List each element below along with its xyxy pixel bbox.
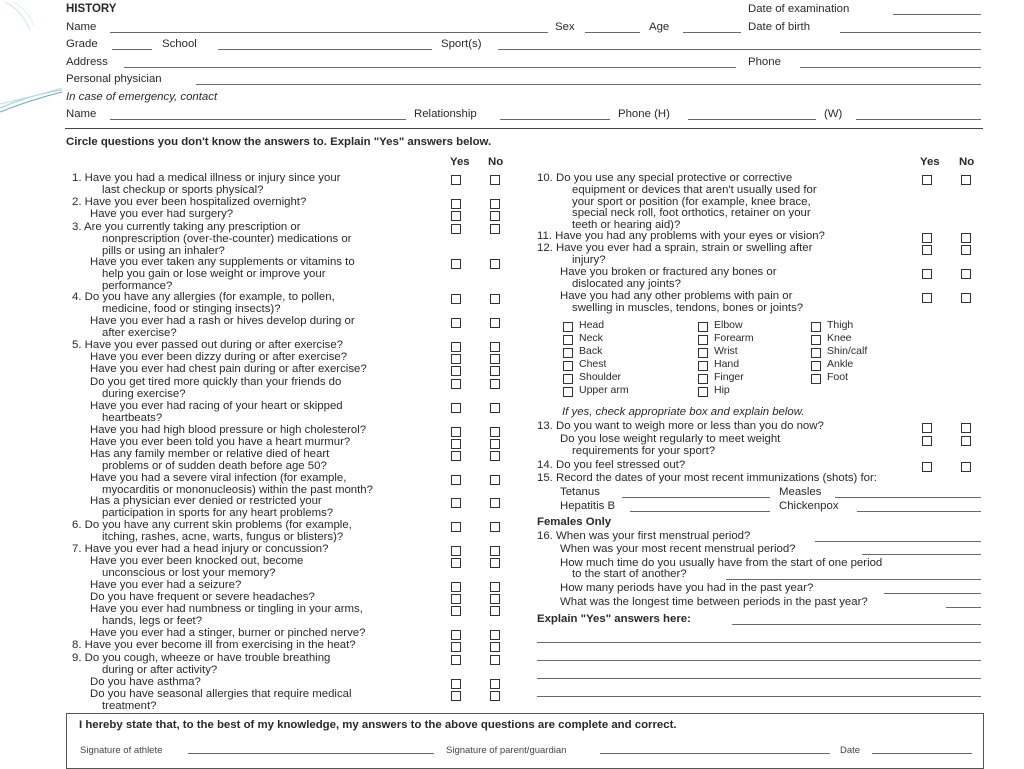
- relationship-label: Relationship: [414, 108, 477, 120]
- signature-parent-label: Signature of parent/guardian: [446, 745, 567, 756]
- sports-label: Sport(s): [441, 38, 482, 50]
- measles-label: Measles: [779, 486, 822, 498]
- no-checkbox[interactable]: [490, 342, 500, 352]
- personal-physician-field[interactable]: [196, 84, 981, 85]
- measles-field[interactable]: [835, 497, 981, 498]
- question-text: hands, legs or feet?: [102, 615, 203, 627]
- body-part-label: Upper arm: [579, 384, 629, 396]
- question-text: medicine, food or stinging insects)?: [102, 303, 281, 315]
- yes-checkbox[interactable]: [451, 211, 461, 221]
- question-text: swelling in muscles, tendons, bones or joints?: [572, 302, 804, 314]
- hepatitis-field[interactable]: [630, 511, 770, 512]
- yes-checkbox[interactable]: [451, 691, 461, 701]
- no-checkbox[interactable]: [490, 175, 500, 185]
- body-part-label: Shin/calf: [827, 345, 868, 357]
- emergency-name-field[interactable]: [110, 119, 406, 120]
- section-divider: [65, 128, 983, 129]
- body-part-label: Thigh: [827, 319, 854, 331]
- body-part-label: Hip: [714, 384, 730, 396]
- question-text: dislocated any joints?: [572, 278, 681, 290]
- no-checkbox[interactable]: [490, 582, 500, 592]
- body-part-checkbox[interactable]: [698, 374, 708, 384]
- date-signature-field[interactable]: [872, 753, 972, 754]
- yes-checkbox[interactable]: [922, 245, 932, 255]
- date-of-birth-label: Date of birth: [748, 21, 811, 33]
- yes-checkbox[interactable]: [922, 423, 932, 433]
- question-text: Have you had a severe viral infection (for example,: [90, 472, 347, 484]
- question-text: Have you ever had chest pain during or after exercise?: [90, 363, 367, 375]
- question-text: unconscious or lost your memory?: [102, 567, 276, 579]
- question-text: 12. Have you ever had a sprain, strain or swelling after: [537, 242, 813, 254]
- yes-checkbox[interactable]: [451, 522, 461, 532]
- body-part-label: Ankle: [827, 358, 854, 370]
- question-text: participation in sports for any heart problems?: [102, 507, 334, 519]
- grade-field[interactable]: [112, 49, 152, 50]
- date-of-examination-field[interactable]: [893, 14, 981, 15]
- question-text: 13. Do you want to weigh more or less than you do now?: [537, 420, 824, 432]
- no-checkbox[interactable]: [490, 498, 500, 508]
- statement-text: I hereby state that, to the best of my knowledge, my answers to the above questions are complete and correct.: [79, 719, 677, 731]
- question-text: Have you ever been dizzy during or after exercise?: [90, 351, 348, 363]
- question-text: heartbeats?: [102, 412, 163, 424]
- question-text: Have you had any other problems with pain or: [560, 290, 793, 302]
- yes-checkbox[interactable]: [451, 199, 461, 209]
- body-part-checkbox[interactable]: [563, 374, 573, 384]
- body-part-checkbox[interactable]: [698, 335, 708, 345]
- question-text: during exercise?: [102, 388, 186, 400]
- body-part-label: Foot: [827, 371, 849, 383]
- tetanus-label: Tetanus: [560, 486, 600, 498]
- question-text: 7. Have you ever had a head injury or concussion?: [72, 543, 329, 555]
- question-text: Do you have asthma?: [90, 676, 201, 688]
- answer-line[interactable]: [946, 607, 981, 608]
- explain-line-1[interactable]: [732, 624, 981, 625]
- question-text: Have you ever been told you have a heart murmur?: [90, 436, 351, 448]
- yes-checkbox[interactable]: [451, 606, 461, 616]
- question-text: How many periods have you had in the past year?: [560, 582, 814, 594]
- signature-athlete-field[interactable]: [188, 753, 434, 754]
- no-checkbox[interactable]: [490, 366, 500, 376]
- body-part-checkbox[interactable]: [698, 322, 708, 332]
- question-text: Has a physician ever denied or restricted your: [90, 495, 322, 507]
- yes-checkbox[interactable]: [451, 679, 461, 689]
- body-part-checkbox[interactable]: [698, 361, 708, 371]
- question-text: Has any family member or relative died of heart: [90, 448, 330, 460]
- no-checkbox[interactable]: [490, 439, 500, 449]
- no-checkbox[interactable]: [490, 546, 500, 556]
- question-text: during or after activity?: [102, 664, 218, 676]
- no-checkbox[interactable]: [961, 423, 971, 433]
- question-text: Have you ever had numbness or tingling in your arms,: [90, 603, 363, 615]
- question-text: Have you had high blood pressure or high cholesterol?: [90, 424, 367, 436]
- no-checkbox[interactable]: [490, 558, 500, 568]
- age-label: Age: [649, 21, 670, 33]
- yes-checkbox[interactable]: [922, 462, 932, 472]
- body-part-checkbox[interactable]: [811, 348, 821, 358]
- question-text: 11. Have you had any problems with your eyes or vision?: [537, 230, 825, 242]
- if-yes-instruction: If yes, check appropriate box and explain below.: [562, 406, 805, 418]
- question-text: 16. When was your first menstrual period?: [537, 530, 751, 542]
- phone-work-field[interactable]: [856, 119, 981, 120]
- no-checkbox[interactable]: [490, 522, 500, 532]
- question-text: 9. Do you cough, wheeze or have trouble breathing: [72, 652, 331, 664]
- question-text: Do you have frequent or severe headaches?: [90, 591, 315, 603]
- no-checkbox[interactable]: [490, 691, 500, 701]
- yes-checkbox[interactable]: [451, 354, 461, 364]
- name-label: Name: [66, 21, 97, 33]
- emergency-name-label: Name: [66, 108, 97, 120]
- question-text: your sport or position (for example, knee brace,: [572, 196, 811, 208]
- body-part-label: Hand: [714, 358, 740, 370]
- body-part-checkbox[interactable]: [698, 348, 708, 358]
- no-checkbox[interactable]: [490, 259, 500, 269]
- yes-checkbox[interactable]: [922, 175, 932, 185]
- answer-line[interactable]: [815, 541, 981, 542]
- yes-checkbox[interactable]: [451, 498, 461, 508]
- yes-checkbox[interactable]: [451, 630, 461, 640]
- yes-checkbox[interactable]: [451, 259, 461, 269]
- signature-parent-field[interactable]: [600, 753, 830, 754]
- yes-checkbox[interactable]: [451, 379, 461, 389]
- question-text: What was the longest time between periods in the past year?: [560, 596, 868, 608]
- hepatitis-label: Hepatitis B: [560, 500, 616, 512]
- question-text: last checkup or sports physical?: [102, 184, 264, 196]
- no-checkbox[interactable]: [490, 379, 500, 389]
- question-text: 14. Do you feel stressed out?: [537, 459, 686, 471]
- no-checkbox[interactable]: [490, 475, 500, 485]
- no-checkbox[interactable]: [961, 293, 971, 303]
- instructions-text: Circle questions you don't know the answers to. Explain "Yes" answers below.: [66, 136, 492, 148]
- body-part-label: Neck: [579, 332, 603, 344]
- body-part-label: Head: [579, 319, 605, 331]
- no-checkbox[interactable]: [490, 655, 500, 665]
- no-checkbox[interactable]: [490, 679, 500, 689]
- body-part-checkbox[interactable]: [811, 335, 821, 345]
- grade-label: Grade: [66, 38, 98, 50]
- phone-label: Phone: [748, 56, 781, 68]
- question-text: problems or of sudden death before age 50?: [102, 460, 327, 472]
- question-text: itching, rashes, acne, warts, fungus or blisters)?: [102, 531, 344, 543]
- question-text: Have you ever had a rash or hives develop during or: [90, 315, 355, 327]
- sex-field[interactable]: [585, 32, 640, 33]
- no-checkbox[interactable]: [961, 436, 971, 446]
- yes-checkbox[interactable]: [451, 451, 461, 461]
- sports-field[interactable]: [498, 49, 981, 50]
- body-part-label: Chest: [579, 358, 607, 370]
- question-text: 10. Do you use any special protective or corrective: [537, 172, 793, 184]
- question-text: 8. Have you ever become ill from exercising in the heat?: [72, 639, 356, 651]
- answer-line[interactable]: [862, 554, 981, 555]
- question-text: Have you ever had racing of your heart or skipped: [90, 400, 343, 412]
- question-text: myocarditis or mononucleosis) within the past month?: [102, 484, 373, 496]
- explain-line-3[interactable]: [537, 660, 981, 661]
- no-checkbox[interactable]: [490, 354, 500, 364]
- question-text: performance?: [102, 280, 173, 292]
- question-text: special neck roll, foot orthotics, retainer on your: [572, 207, 811, 219]
- explain-line-2[interactable]: [537, 642, 981, 643]
- question-text: How much time do you usually have from the start of one period: [560, 557, 883, 569]
- date-signature-label: Date: [840, 745, 861, 756]
- yes-checkbox[interactable]: [451, 655, 461, 665]
- no-checkbox[interactable]: [490, 294, 500, 304]
- question-text: Do you have seasonal allergies that require medical: [90, 688, 352, 700]
- question-text: Have you broken or fractured any bones or: [560, 266, 777, 278]
- yes-checkbox[interactable]: [922, 293, 932, 303]
- chickenpox-label: Chickenpox: [779, 500, 839, 512]
- phone-field[interactable]: [800, 67, 981, 68]
- chickenpox-field[interactable]: [857, 511, 981, 512]
- yes-header-left: Yes: [450, 156, 470, 168]
- question-text: 4. Do you have any allergies (for example, to pollen,: [72, 291, 335, 303]
- explain-yes-heading: Explain "Yes" answers here:: [537, 613, 691, 625]
- no-checkbox[interactable]: [490, 318, 500, 328]
- question-text: Have you ever had surgery?: [90, 208, 234, 220]
- school-label: School: [162, 38, 197, 50]
- yes-header-right: Yes: [920, 156, 940, 168]
- no-checkbox[interactable]: [490, 211, 500, 221]
- question-text: injury?: [572, 254, 606, 266]
- body-part-label: Forearm: [714, 332, 754, 344]
- no-header-left: No: [488, 156, 504, 168]
- no-checkbox[interactable]: [961, 233, 971, 243]
- question-text: 5. Have you ever passed out during or after exercise?: [72, 339, 343, 351]
- question-text: equipment or devices that aren't usually used for: [572, 184, 817, 196]
- body-part-checkbox[interactable]: [811, 322, 821, 332]
- yes-checkbox[interactable]: [451, 342, 461, 352]
- body-part-label: Knee: [827, 332, 852, 344]
- no-checkbox[interactable]: [490, 451, 500, 461]
- yes-checkbox[interactable]: [451, 366, 461, 376]
- yes-checkbox[interactable]: [451, 403, 461, 413]
- yes-checkbox[interactable]: [451, 582, 461, 592]
- question-text: 2. Have you ever been hospitalized overnight?: [72, 196, 307, 208]
- body-part-label: Finger: [714, 371, 744, 383]
- body-part-label: Wrist: [714, 345, 738, 357]
- question-text: Do you get tired more quickly than your friends do: [90, 376, 342, 388]
- yes-checkbox[interactable]: [451, 642, 461, 652]
- no-checkbox[interactable]: [490, 403, 500, 413]
- question-text: 3. Are you currently taking any prescription or: [72, 221, 301, 233]
- date-of-birth-field[interactable]: [840, 32, 981, 33]
- no-checkbox[interactable]: [961, 245, 971, 255]
- phone-work-label: (W): [824, 108, 843, 120]
- name-field[interactable]: [110, 32, 548, 33]
- answer-line[interactable]: [884, 593, 981, 594]
- yes-checkbox[interactable]: [451, 594, 461, 604]
- address-label: Address: [66, 56, 108, 68]
- explain-line-4[interactable]: [537, 678, 981, 679]
- body-part-checkbox[interactable]: [811, 361, 821, 371]
- yes-checkbox[interactable]: [922, 233, 932, 243]
- no-header-right: No: [959, 156, 975, 168]
- body-part-label: Back: [579, 345, 603, 357]
- phone-home-label: Phone (H): [618, 108, 670, 120]
- yes-checkbox[interactable]: [451, 558, 461, 568]
- decorative-wave-lines: [0, 0, 70, 130]
- personal-physician-label: Personal physician: [66, 73, 162, 85]
- body-part-checkbox[interactable]: [811, 374, 821, 384]
- body-part-checkbox[interactable]: [563, 361, 573, 371]
- question-text: Have you ever taken any supplements or vitamins to: [90, 256, 355, 268]
- question-text: 1. Have you had a medical illness or injury since your: [72, 172, 341, 184]
- body-part-checkbox[interactable]: [563, 335, 573, 345]
- question-text: Have you ever had a seizure?: [90, 579, 242, 591]
- body-part-label: Elbow: [714, 319, 743, 331]
- question-text: When was your most recent menstrual period?: [560, 543, 796, 555]
- question-text: treatment?: [102, 700, 157, 712]
- no-checkbox[interactable]: [961, 462, 971, 472]
- relationship-field[interactable]: [500, 119, 610, 120]
- body-part-checkbox[interactable]: [698, 387, 708, 397]
- tetanus-field[interactable]: [622, 497, 770, 498]
- question-text: requirements for your sport?: [572, 445, 716, 457]
- question-text: Do you lose weight regularly to meet weight: [560, 433, 781, 445]
- females-only-heading: Females Only: [537, 516, 612, 528]
- question-text: Have you ever had a stinger, burner or pinched nerve?: [90, 627, 366, 639]
- no-checkbox[interactable]: [490, 606, 500, 616]
- sex-label: Sex: [555, 21, 575, 33]
- yes-checkbox[interactable]: [451, 175, 461, 185]
- yes-checkbox[interactable]: [451, 294, 461, 304]
- question-text: nonprescription (over-the-counter) medications or: [102, 233, 352, 245]
- question-text: 15. Record the dates of your most recent immunizations (shots) for:: [537, 472, 877, 484]
- no-checkbox[interactable]: [490, 199, 500, 209]
- body-part-checkbox[interactable]: [563, 322, 573, 332]
- signature-athlete-label: Signature of athlete: [80, 745, 163, 756]
- question-text: teeth or hearing aid)?: [572, 219, 681, 231]
- yes-checkbox[interactable]: [922, 436, 932, 446]
- age-field[interactable]: [683, 32, 741, 33]
- question-text: to the start of another?: [572, 568, 687, 580]
- no-checkbox[interactable]: [490, 427, 500, 437]
- yes-checkbox[interactable]: [451, 546, 461, 556]
- body-part-checkbox[interactable]: [563, 387, 573, 397]
- question-text: help you gain or lose weight or improve your: [102, 268, 326, 280]
- phone-home-field[interactable]: [688, 119, 816, 120]
- no-checkbox[interactable]: [490, 594, 500, 604]
- no-checkbox[interactable]: [490, 642, 500, 652]
- yes-checkbox[interactable]: [451, 475, 461, 485]
- address-field[interactable]: [124, 67, 736, 68]
- no-checkbox[interactable]: [961, 175, 971, 185]
- yes-checkbox[interactable]: [451, 439, 461, 449]
- body-part-checkbox[interactable]: [563, 348, 573, 358]
- date-of-examination-label: Date of examination: [748, 3, 850, 15]
- question-text: pills or using an inhaler?: [102, 245, 225, 257]
- yes-checkbox[interactable]: [922, 269, 932, 279]
- question-text: 6. Do you have any current skin problems (for example,: [72, 519, 352, 531]
- explain-line-5[interactable]: [537, 696, 981, 697]
- yes-checkbox[interactable]: [451, 224, 461, 234]
- no-checkbox[interactable]: [490, 630, 500, 640]
- yes-checkbox[interactable]: [451, 318, 461, 328]
- emergency-contact-heading: In case of emergency, contact: [66, 91, 218, 103]
- yes-checkbox[interactable]: [451, 427, 461, 437]
- answer-line[interactable]: [726, 579, 981, 580]
- history-heading: HISTORY: [66, 3, 117, 15]
- no-checkbox[interactable]: [961, 269, 971, 279]
- question-text: after exercise?: [102, 327, 177, 339]
- question-text: Have you ever been knocked out, become: [90, 555, 304, 567]
- body-part-label: Shoulder: [579, 371, 622, 383]
- no-checkbox[interactable]: [490, 224, 500, 234]
- school-field[interactable]: [218, 49, 432, 50]
